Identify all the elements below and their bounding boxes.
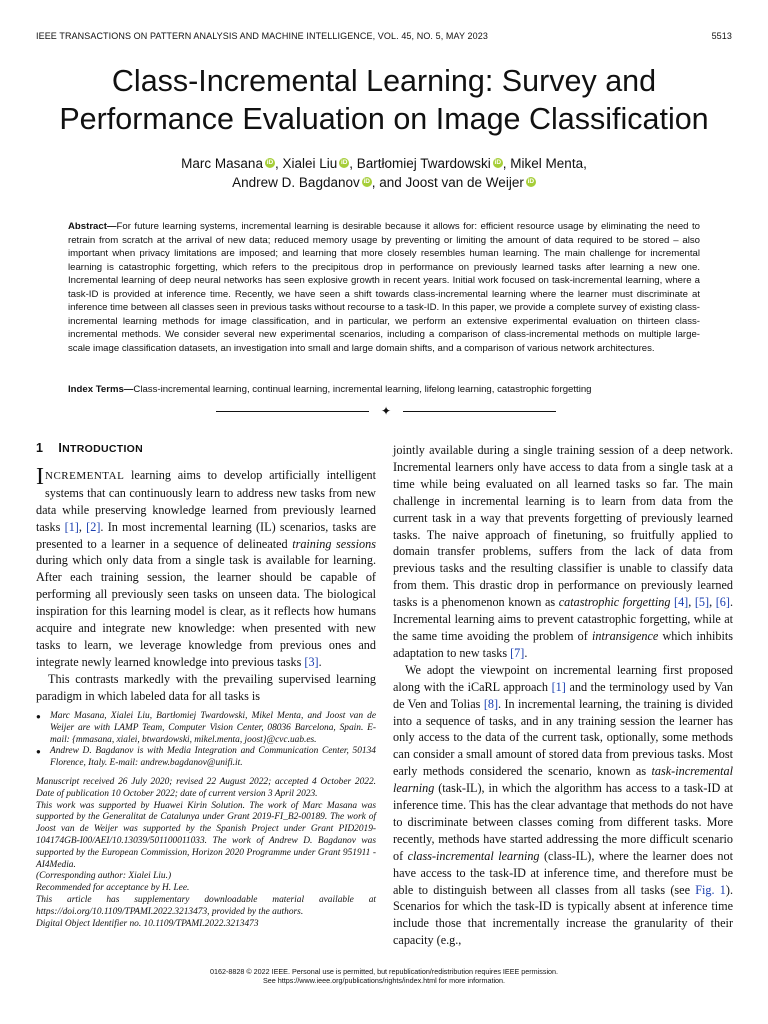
citation-link[interactable]: [5] xyxy=(694,595,710,610)
text-run: jointly available during a single training session of a deep network. Incremental learners only have access to data from a single task at a time while being evaluated on all learned tasks so far. The main challenge in incremental learning is to learn from data from the current task in a way that prevents forgetting of previously learned tasks. The naive approach of finetuning, so fruitfully applied to domain transfer problems, suffers from the lack of data from previous tasks and the resulting classifier is unable to classify data from them. This drastic drop in performance on previously learned tasks is a phenomenon known as xyxy=(393,443,733,610)
left-column xyxy=(36,440,376,705)
index-terms-text: Class-incremental learning, continual learning, incremental learning, lifelong learning, catastrophic forgetting xyxy=(133,384,592,395)
orcid-icon[interactable]: iD xyxy=(266,159,274,166)
text-run: . In most incremental learning (IL) scenarios, tasks are presented to a learner in a sequence of delineated xyxy=(36,519,377,551)
section-title-rest: NTRODUCTION xyxy=(62,443,144,455)
footnote-affiliation-1 xyxy=(36,711,376,746)
author-liu: , Xialei Liu xyxy=(274,156,338,171)
section-number: 1 xyxy=(36,441,44,455)
footnote-text: Andrew D. Bagdanov is with Media Integration and Communication Center, 50134 Florence, Italy. E-mail: andrew.bagdanov@unifi.it. xyxy=(50,746,376,769)
text-run: . xyxy=(524,645,528,660)
citation-link[interactable]: [3] xyxy=(304,654,319,669)
intro-paragraph-3 xyxy=(393,442,733,662)
right-column xyxy=(393,442,733,949)
intro-paragraph-4 xyxy=(393,662,733,949)
index-terms xyxy=(68,383,700,396)
section-title-initial: I xyxy=(58,441,63,455)
copyright-footer xyxy=(0,967,768,985)
text-run: learning aims to develop artificially intelligent systems that can continuously learn to address new tasks from new data while preserving knowledge learned from previously learned tasks xyxy=(36,467,376,534)
emphasis: training sessions xyxy=(292,536,376,551)
author-bagdanov: Andrew D. Bagdanov xyxy=(232,175,360,190)
footnotes xyxy=(36,711,376,930)
orcid-icon[interactable]: iD xyxy=(363,178,370,185)
text-run: , xyxy=(709,595,716,610)
text-run: which inhibits adaptation to new tasks xyxy=(393,628,733,660)
author-list xyxy=(20,154,748,192)
divider-diamond-icon: ✦ xyxy=(380,404,392,418)
smallcaps-word: NCREMENTAL xyxy=(45,469,125,482)
corresponding-author: (Corresponding author: Xialei Liu.) xyxy=(36,871,172,882)
text-run: (class-IL), where the learner does not have access to the task-ID at inference time, and therefore must be able to distinguish between all classes from all tasks (see xyxy=(393,848,733,897)
orcid-icon[interactable]: iD xyxy=(494,159,502,166)
divider-line xyxy=(403,411,556,412)
citation-link[interactable]: [4] xyxy=(674,595,689,610)
text-run: , xyxy=(78,519,87,534)
supplementary-note: This article has supplementary downloadable material available at https://doi.org/10.1109/TPAMI.2022.3213473, provided by the authors. xyxy=(36,894,376,917)
intro-paragraph-2: This contrasts markedly with the prevailing supervised learning paradigm in which labeled data for all tasks is xyxy=(36,671,376,703)
citation-link[interactable]: [1] xyxy=(551,679,566,694)
text-run: ). Scenarios for which the task-ID is typically absent at inference time include those that incrementally increase the granularity of their capacity (e.g., xyxy=(393,882,733,948)
text-run: during which only data from a single task is available for learning. After each training session, the learner should be capable of performing all previously seen tasks on unseen data. The biological inspiration for this learning model is clear, as it reflects how humans acquire and integrate new knowledge: when presented with new tasks to learn, we leverage knowledge from previous ones and integrate newly learned knowledge into previous tasks xyxy=(36,553,376,669)
emphasis: intransigence xyxy=(591,628,659,643)
intro-paragraph-1 xyxy=(36,463,377,671)
footnote-affiliation-2 xyxy=(36,746,376,770)
author-masana: Marc Masana xyxy=(181,156,263,171)
emphasis: catastrophic forgetting xyxy=(558,595,671,610)
text-run: We adopt the viewpoint on incremental learning first proposed along with the iCaRL approach xyxy=(393,662,733,694)
text-run: , xyxy=(688,595,695,610)
copyright-line-2: See https://www.ieee.org/publications/rights/index.html for more information. xyxy=(262,976,506,985)
citation-link[interactable]: [8] xyxy=(483,696,499,711)
citation-link[interactable]: [6] xyxy=(715,595,730,610)
divider-line xyxy=(216,411,369,412)
orcid-icon[interactable]: iD xyxy=(527,178,535,185)
citation-link[interactable]: [2] xyxy=(86,519,101,534)
running-header xyxy=(36,31,732,41)
text-run: . Incremental learning aims to prevent catastrophic forgetting, while at the same time avoiding the problem of xyxy=(393,595,733,643)
author-van-de-weijer: , and Joost van de Weijer xyxy=(371,175,524,190)
abstract-text: For future learning systems, incremental learning is desirable because it allows for: efficient resource usage by eliminating the need to retrain from scratch at the arrival of new data; reduced memory usage by preventing or limiting the amount of data required to be stored – also important when privacy limitations are imposed; and learning that more closely resembles human learning. The main challenge for incremental learning is catastrophic forgetting, which refers to the precipitous drop in performance on previously learned tasks after learning a new one. Incremental learning of deep neural networks has seen explosive growth in recent years. Initial work focused on task-incremental learning, where a task-ID is provided at inference time. Recently, we have seen a shift towards class-incremental learning where the learner must discriminate at inference time between all classes seen in previous tasks without recourse to a task-ID. In this paper, we provide a complete survey of existing class-incremental learning methods for image classification, and in particular, we perform an extensive experimental evaluation on thirteen class-incremental methods. We consider several new experimental scenarios, including a comparison of class-incremental methods on multiple large-scale image classification datasets, an investigation into small and large domain shifts, and a comparison of various network architectures. xyxy=(68,221,700,354)
emphasis: class-incremental learning xyxy=(407,848,540,863)
citation-link[interactable]: [1] xyxy=(64,519,79,534)
title-line-2: Performance Evaluation on Image Classification xyxy=(59,102,709,136)
text-run: . In incremental learning, the training is divided into a sequence of tasks, and in any training session the learner has only access to the data of the current task, optionally, some methods can consider a small amount of stored data from previous tasks. Most early methods considered the scenario, known as xyxy=(393,696,733,779)
author-twardowski: , Bartłomiej Twardowski xyxy=(349,156,491,171)
footnote-text: Marc Masana, Xialei Liu, Bartłomiej Twardowski, Mikel Menta, and Joost van de Weijer are with LAMP Team, Computer Vision Center, 08036 Barcelona, Spain. E-mail: {mmasana, xialei, btwardowski, mikel.menta, joost}@cvc.uab.es. xyxy=(50,711,376,745)
paper-title xyxy=(20,62,748,138)
citation-link[interactable]: [7] xyxy=(510,645,525,660)
text-run: . xyxy=(318,654,322,669)
section-divider xyxy=(216,406,556,416)
section-heading xyxy=(36,440,376,458)
emphasis: task-incremental learning xyxy=(393,764,733,796)
journal-name: IEEE TRANSACTIONS ON PATTERN ANALYSIS AND MACHINE INTELLIGENCE, VOL. 45, NO. 5, MAY 2023 xyxy=(36,31,488,41)
figure-link[interactable]: Fig. 1 xyxy=(695,882,726,897)
copyright-line-1: 0162-8828 © 2022 IEEE. Personal use is permitted, but republication/redistribution requires IEEE permission. xyxy=(209,967,559,976)
text-run: and the terminology used by Van de Ven and Tolias xyxy=(393,679,733,711)
author-menta: , Mikel Menta, xyxy=(502,156,587,171)
text-run: (task-IL), in which the algorithm has access to a task-ID at inference time. This has the clear advantage that methods do not have to discriminate between classes coming from different tasks. More recently, methods have started addressing the more difficult scenario of xyxy=(393,781,733,863)
manuscript-dates: Manuscript received 26 July 2020; revised 22 August 2022; accepted 4 October 2022. Date of publication 10 October 2022; date of current version 3 April 2023. xyxy=(36,776,376,799)
bullet-icon: ● xyxy=(36,747,41,757)
bullet-icon: ● xyxy=(36,712,41,721)
page-number: 5513 xyxy=(711,31,732,41)
funding-note: This work was supported by Huawei Kirin Solution. The work of Marc Masana was supported by the Generalitat de Catalunya under Grant 2019-FI_B2-00189. The work of Joost van de Weijer was supported by the Spanish Project under Grant PID2019-104174GB-I00/AEI/10.13039/501100011033. The work of Andrew D. Bagdanov was supported by the European Commission, Horizon 2020 Programme under Grant 951911 - AI4Media. xyxy=(36,800,376,870)
title-line-1: Class-Incremental Learning: Survey and xyxy=(111,64,657,98)
orcid-icon[interactable]: iD xyxy=(341,159,348,166)
index-terms-label: Index Terms— xyxy=(68,384,134,395)
drop-cap: I xyxy=(36,463,44,490)
abstract-label: Abstract— xyxy=(68,221,117,232)
recommended-note: Recommended for acceptance by H. Lee. xyxy=(36,883,190,894)
doi-note: Digital Object Identifier no. 10.1109/TPAMI.2022.3213473 xyxy=(36,918,259,929)
abstract xyxy=(68,220,700,355)
